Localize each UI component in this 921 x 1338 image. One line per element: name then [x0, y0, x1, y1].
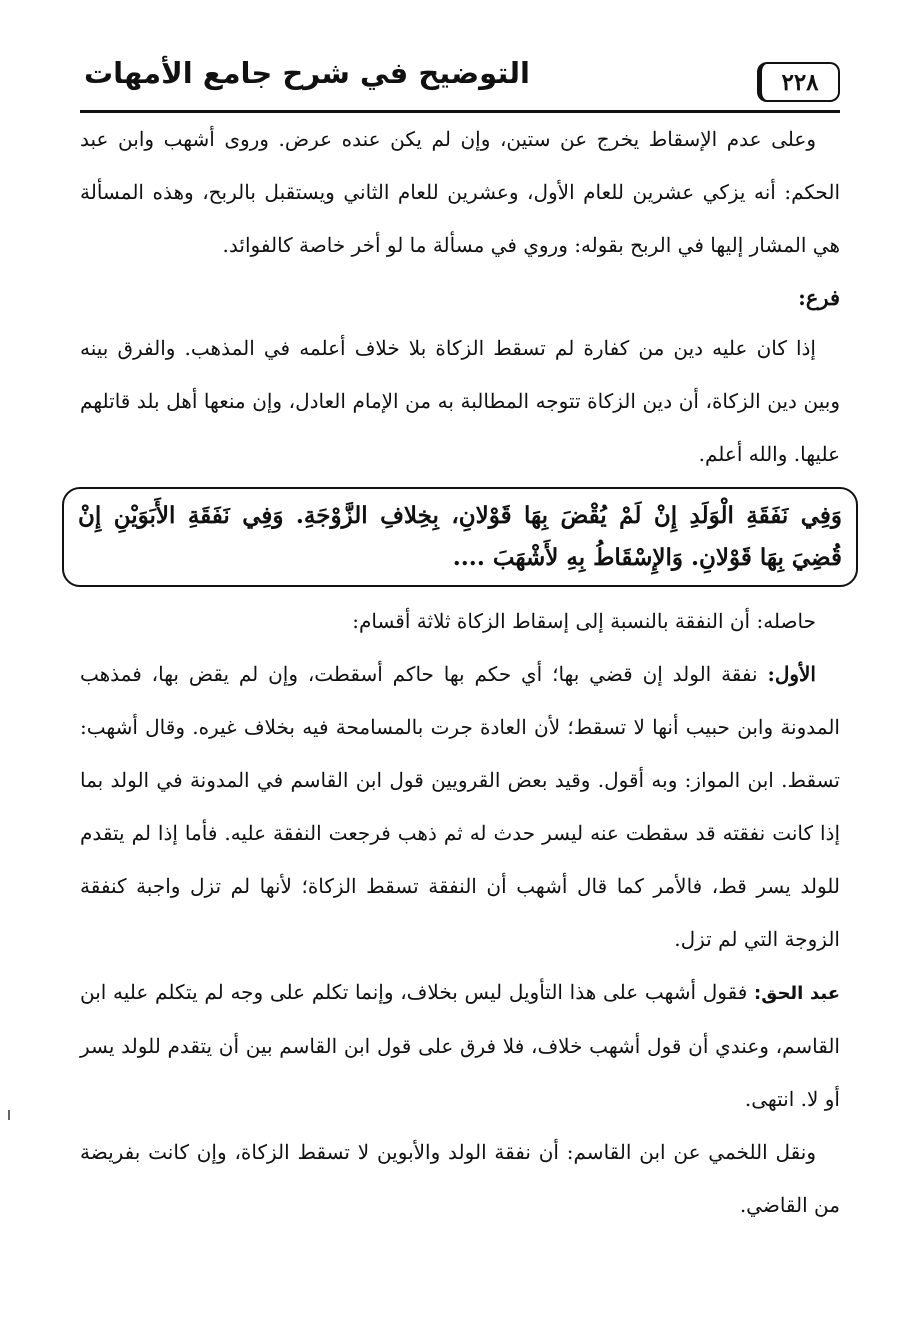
paragraph-text: نفقة الولد إن قضي بها؛ أي حكم بها حاكم أسقطت، وإن لم يقض بها، فمذهب المدونة وابن حبيب أنها لا تسقط؛ لأن العادة جرت بالمسامحة فيه بخلاف غيره. وقال أشهب: تسقط. ابن المواز: وبه أقول. وقيد بعض القرويين قول ابن القاسم في المدونة في الولد بما إذا كانت نفقته قد سقطت عنه ليسر حدث له ثم ذهب فرجعت النفقة عليه. فأما إذا لم يتقدم للولد يسر قط، فالأمر كما قال أشهب أن النفقة تسقط الزكاة؛ لأنها لم تزل واجبة كنفقة الزوجة التي لم تزل.	[80, 662, 840, 951]
paragraph-lead: الأول:	[767, 662, 816, 686]
paragraph	[80, 966, 840, 1126]
margin-mark	[8, 1110, 10, 1120]
matn-text-box: وَفِي نَفَقَةِ الْوَلَدِ إِنْ لَمْ يُقْضَ بِهَا قَوْلانِ، بِخِلافِ الزَّوْجَةِ. وَفِي نَفَقَةِ الأَبَوَيْنِ إِنْ قُضِيَ بِهَا قَوْلانِ. وَالإِسْقَاطُ بِهِ لأَشْهَبَ ....	[62, 487, 858, 587]
paragraph: حاصله: أن النفقة بالنسبة إلى إسقاط الزكاة ثلاثة أقسام:	[352, 609, 816, 633]
book-page	[80, 50, 840, 1232]
paragraph-text: فقول أشهب على هذا التأويل ليس بخلاف، وإنما تكلم على وجه لم يتكلم عليه ابن القاسم، وعندي أن قول أشهب خلاف، فلا فرق على قول ابن القاسم بين أن يتقدم للولد يسر أو لا. انتهى.	[80, 980, 840, 1111]
paragraph	[80, 648, 840, 966]
paragraph: إذا كان عليه دين من كفارة لم تسقط الزكاة بلا خلاف أعلمه في المذهب. والفرق بينه وبين دين الزكاة، أن دين الزكاة تتوجه المطالبة به من الإمام العادل، وإن منعها أهل بلد قاتلهم عليها. والله أعلم.	[80, 336, 840, 466]
body-text	[80, 113, 840, 1232]
page-number: ٢٢٨	[757, 62, 840, 102]
running-title: التوضيح في شرح جامع الأمهات	[84, 56, 531, 90]
speaker-name: عبد الحق:	[754, 983, 840, 1004]
page-header	[80, 50, 840, 113]
paragraph: ونقل اللخمي عن ابن القاسم: أن نفقة الولد والأبوين لا تسقط الزكاة، وإن كانت بفريضة من القاضي.	[80, 1140, 840, 1217]
paragraph: وعلى عدم الإسقاط يخرج عن ستين، وإن لم يكن عنده عرض. وروى أشهب وابن عبد الحكم: أنه يزكي عشرين للعام الأول، وعشرين للعام الثاني ويستقبل بالربح، وهذه المسألة هي المشار إليها في الربح بقوله: وروي في مسألة ما لو أخر خاصة كالفوائد.	[80, 127, 840, 257]
section-heading: فرع:	[798, 285, 840, 310]
